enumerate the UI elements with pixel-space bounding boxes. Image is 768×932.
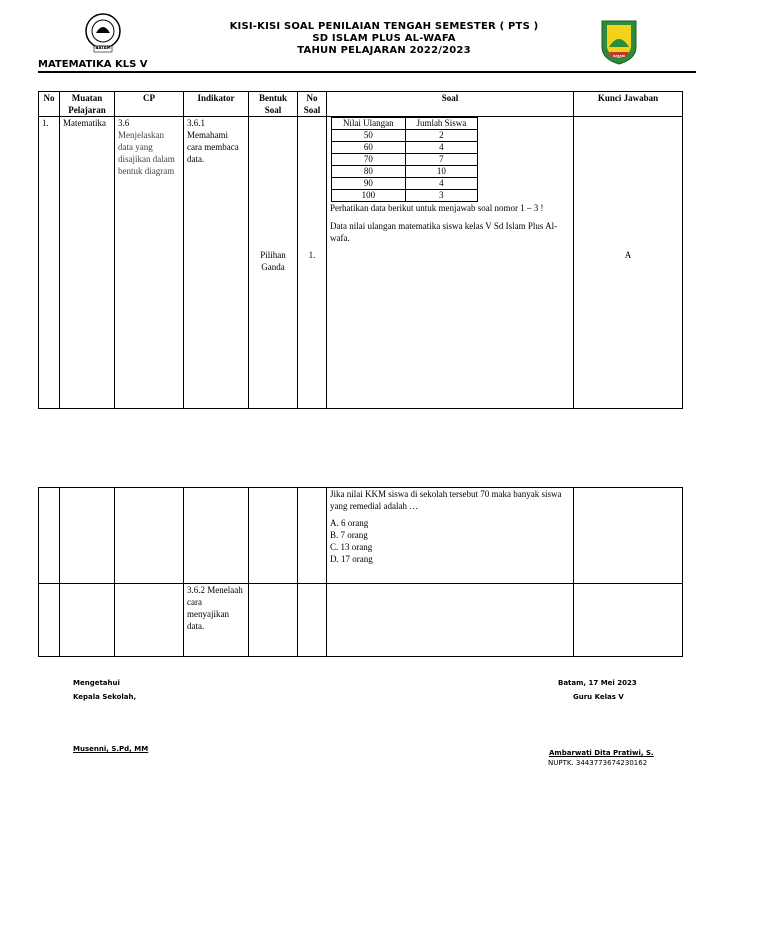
footer-left-acknowledge: Mengetahui bbox=[73, 679, 120, 687]
row1-no: 1. bbox=[39, 117, 60, 409]
header-no-soal: No Soal bbox=[298, 92, 327, 117]
score-cell: 50 bbox=[332, 130, 406, 142]
row3-bentuk bbox=[249, 584, 298, 657]
row2-soal bbox=[327, 488, 574, 584]
footer-left-role: Kepala Sekolah, bbox=[73, 693, 137, 701]
blueprint-table-top bbox=[38, 91, 683, 409]
header-divider bbox=[38, 71, 696, 73]
subject-label: MATEMATIKA KLS V bbox=[38, 59, 148, 70]
row2-question: Jika nilai KKM siswa di sekolah tersebut 70 maka banyak siswa yang remedial adalah … bbox=[330, 489, 562, 511]
footer-right-role: Guru Kelas V bbox=[573, 693, 624, 701]
score-data-table bbox=[331, 117, 478, 202]
row2-no bbox=[39, 488, 60, 584]
row2-bentuk bbox=[249, 488, 298, 584]
header-soal: Soal bbox=[327, 92, 574, 117]
score-col-header-2: Jumlah Siswa bbox=[405, 118, 477, 130]
footer-right-name: Ambarwati Dita Pratiwi, S. bbox=[549, 749, 654, 757]
option-b: B. 7 orang bbox=[330, 530, 368, 540]
row2-kunci bbox=[574, 488, 683, 584]
count-cell: 2 bbox=[405, 130, 477, 142]
row1-description: Data nilai ulangan matematika siswa kelas V Sd Islam Plus Al-wafa. bbox=[330, 221, 558, 243]
score-cell: 60 bbox=[332, 142, 406, 154]
score-cell: 100 bbox=[332, 190, 406, 202]
row3-cp bbox=[115, 584, 184, 657]
header-cp: CP bbox=[115, 92, 184, 117]
row1-kunci: A bbox=[574, 117, 683, 409]
row2-no-soal bbox=[298, 488, 327, 584]
row1-cp-text: Menjelaskan data yang disajikan dalam bentuk diagram bbox=[118, 130, 175, 176]
score-col-header-1: Nilai Ulangan bbox=[332, 118, 406, 130]
row3-soal bbox=[327, 584, 574, 657]
score-cell: 90 bbox=[332, 178, 406, 190]
city-logo-right-text: BATAM bbox=[613, 54, 625, 58]
row3-kunci bbox=[574, 584, 683, 657]
count-cell: 4 bbox=[405, 178, 477, 190]
row2-indikator bbox=[184, 488, 249, 584]
row1-indikator: 3.6.1 Memahami cara membaca data. bbox=[184, 117, 249, 409]
count-cell: 3 bbox=[405, 190, 477, 202]
footer-left-name: Musenni, S.Pd, MM bbox=[73, 745, 149, 753]
header-no: No bbox=[39, 92, 60, 117]
row3-no-soal bbox=[298, 584, 327, 657]
row2-muatan bbox=[60, 488, 115, 584]
header-school-name: SD ISLAM PLUS AL-WAFA bbox=[312, 33, 456, 44]
blueprint-table-bottom bbox=[38, 487, 683, 657]
row1-cp bbox=[115, 117, 184, 409]
footer-right-nuptk: NUPTK. 3443773674230162 bbox=[548, 759, 648, 767]
row1-cp-code: 3.6 bbox=[118, 118, 130, 128]
footer-right-place-date: Batam, 17 Mei 2023 bbox=[558, 679, 637, 687]
score-cell: 80 bbox=[332, 166, 406, 178]
row3-muatan bbox=[60, 584, 115, 657]
row1-soal bbox=[327, 117, 574, 409]
count-cell: 7 bbox=[405, 154, 477, 166]
row2-options bbox=[330, 517, 570, 565]
row2-cp bbox=[115, 488, 184, 584]
header-academic-year: TAHUN PELAJARAN 2022/2023 bbox=[297, 45, 471, 56]
school-logo-left-text: BATAM bbox=[95, 45, 111, 50]
option-c: C. 13 orang bbox=[330, 542, 373, 552]
row3-no bbox=[39, 584, 60, 657]
option-a: A. 6 orang bbox=[330, 518, 369, 528]
header-kunci: Kunci Jawaban bbox=[574, 92, 683, 117]
header-muatan: Muatan Pelajaran bbox=[60, 92, 115, 117]
row3-indikator-text: 3.6.2 Menelaah cara menyajikan data. bbox=[187, 585, 243, 631]
count-cell: 10 bbox=[405, 166, 477, 178]
header-indikator: Indikator bbox=[184, 92, 249, 117]
header-title-line1: KISI-KISI SOAL PENILAIAN TENGAH SEMESTER ( PTS ) bbox=[229, 21, 539, 32]
option-d: D. 17 orang bbox=[330, 554, 373, 564]
row1-instruction: Perhatikan data berikut untuk menjawab soal nomor 1 – 3 ! bbox=[330, 203, 544, 213]
score-cell: 70 bbox=[332, 154, 406, 166]
row1-bentuk: Pilihan Ganda bbox=[249, 117, 298, 409]
count-cell: 4 bbox=[405, 142, 477, 154]
row1-no-soal: 1. bbox=[298, 117, 327, 409]
header-bentuk: Bentuk Soal bbox=[249, 92, 298, 117]
row3-indikator bbox=[184, 584, 249, 657]
row1-muatan: Matematika bbox=[60, 117, 115, 409]
